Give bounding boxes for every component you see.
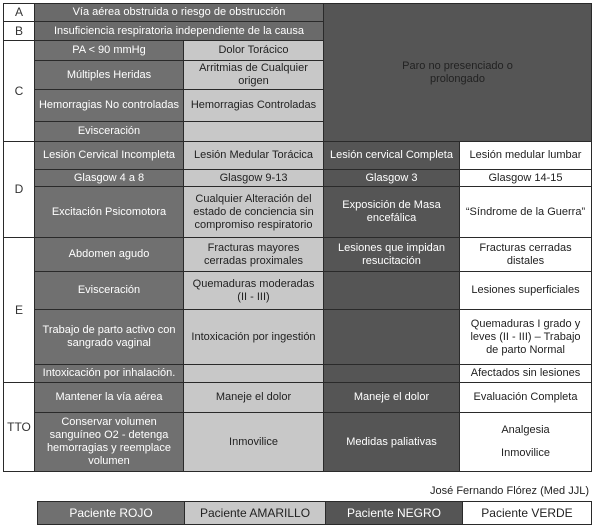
d-black-1: Lesión cervical Completa bbox=[324, 142, 460, 170]
legend-negro: Paciente NEGRO bbox=[326, 502, 463, 525]
e-yellow-1: Fracturas mayores cerradas proximales bbox=[184, 238, 324, 272]
legend-amarillo: Paciente AMARILLO bbox=[185, 502, 326, 525]
c-red-2: Múltiples Heridas bbox=[35, 61, 184, 90]
e-red-1: Abdomen agudo bbox=[35, 238, 184, 272]
c-yellow-1: Dolor Torácico bbox=[184, 41, 324, 61]
tto-green-1: Evaluación Completa bbox=[460, 383, 592, 413]
e-red-2: Evisceración bbox=[35, 272, 184, 310]
e-green-2: Lesiones superficiales bbox=[460, 272, 592, 310]
section-label-tto: TTO bbox=[4, 383, 35, 472]
e-black-3 bbox=[324, 310, 460, 365]
e-black-1: Lesiones que impidan resucitación bbox=[324, 238, 460, 272]
author-credit: José Fernando Flórez (Med JJL) bbox=[430, 485, 589, 497]
e-green-4: Afectados sin lesiones bbox=[460, 365, 592, 383]
c-yellow-2: Arritmias de Cualquier origen bbox=[184, 61, 324, 90]
section-label-a: A bbox=[4, 4, 35, 22]
section-label-d: D bbox=[4, 142, 35, 238]
tto-red-2: Conservar volumen sanguíneo O2 - detenga hemorragias y reemplace volumen bbox=[35, 413, 184, 472]
legend-rojo: Paciente ROJO bbox=[38, 502, 185, 525]
c-red-1: PA < 90 mmHg bbox=[35, 41, 184, 61]
d-red-3: Excitación Psicomotora bbox=[35, 187, 184, 238]
d-yellow-3: Cualquier Alteración del estado de conciencia sin compromiso respiratorio bbox=[184, 187, 324, 238]
d-black-2: Glasgow 3 bbox=[324, 170, 460, 187]
tto-red-1: Mantener la vía aérea bbox=[35, 383, 184, 413]
e-yellow-3: Intoxicación por ingestión bbox=[184, 310, 324, 365]
d-yellow-2: Glasgow 9-13 bbox=[184, 170, 324, 187]
e-yellow-4 bbox=[184, 365, 324, 383]
e-black-2 bbox=[324, 272, 460, 310]
section-label-e: E bbox=[4, 238, 35, 383]
color-legend bbox=[37, 501, 592, 525]
d-green-2: Glasgow 14-15 bbox=[460, 170, 592, 187]
tto-green-2a: Analgesia bbox=[501, 424, 550, 436]
section-label-c: C bbox=[4, 41, 35, 142]
d-red-1: Lesión Cervical Incompleta bbox=[35, 142, 184, 170]
e-black-4 bbox=[324, 365, 460, 383]
triage-table bbox=[3, 3, 592, 472]
d-yellow-1: Lesión Medular Torácica bbox=[184, 142, 324, 170]
e-red-4: Intoxicación por inhalación. bbox=[35, 365, 184, 383]
c-black-cell bbox=[324, 4, 592, 142]
tto-black-2: Medidas paliativas bbox=[324, 413, 460, 472]
e-green-1: Fracturas cerradas distales bbox=[460, 238, 592, 272]
tto-green-2 bbox=[460, 413, 592, 472]
c-black-text: Paro no presenciado o prolongado bbox=[402, 59, 513, 85]
c-yellow-4 bbox=[184, 122, 324, 142]
row-b-text: Insuficiencia respiratoria independiente de la causa bbox=[35, 22, 324, 41]
c-yellow-3: Hemorragias Controladas bbox=[184, 90, 324, 122]
tto-black-1: Maneje el dolor bbox=[324, 383, 460, 413]
d-red-2: Glasgow 4 a 8 bbox=[35, 170, 184, 187]
row-a-text: Vía aérea obstruida o riesgo de obstrucción bbox=[35, 4, 324, 22]
c-red-3: Hemorragias No controladas bbox=[35, 90, 184, 122]
d-green-1: Lesión medular lumbar bbox=[460, 142, 592, 170]
e-green-3: Quemaduras I grado y leves (II - III) – Trabajo de parto Normal bbox=[460, 310, 592, 365]
d-black-3: Exposición de Masa encefálica bbox=[324, 187, 460, 238]
tto-green-2b: Inmovilice bbox=[501, 447, 550, 459]
legend-verde: Paciente VERDE bbox=[463, 502, 592, 525]
section-label-b: B bbox=[4, 22, 35, 41]
tto-yellow-2: Inmovilice bbox=[184, 413, 324, 472]
tto-yellow-1: Maneje el dolor bbox=[184, 383, 324, 413]
c-red-4: Evisceración bbox=[35, 122, 184, 142]
e-red-3: Trabajo de parto activo con sangrado vaginal bbox=[35, 310, 184, 365]
d-green-3: “Síndrome de la Guerra” bbox=[460, 187, 592, 238]
e-yellow-2: Quemaduras moderadas (II - III) bbox=[184, 272, 324, 310]
